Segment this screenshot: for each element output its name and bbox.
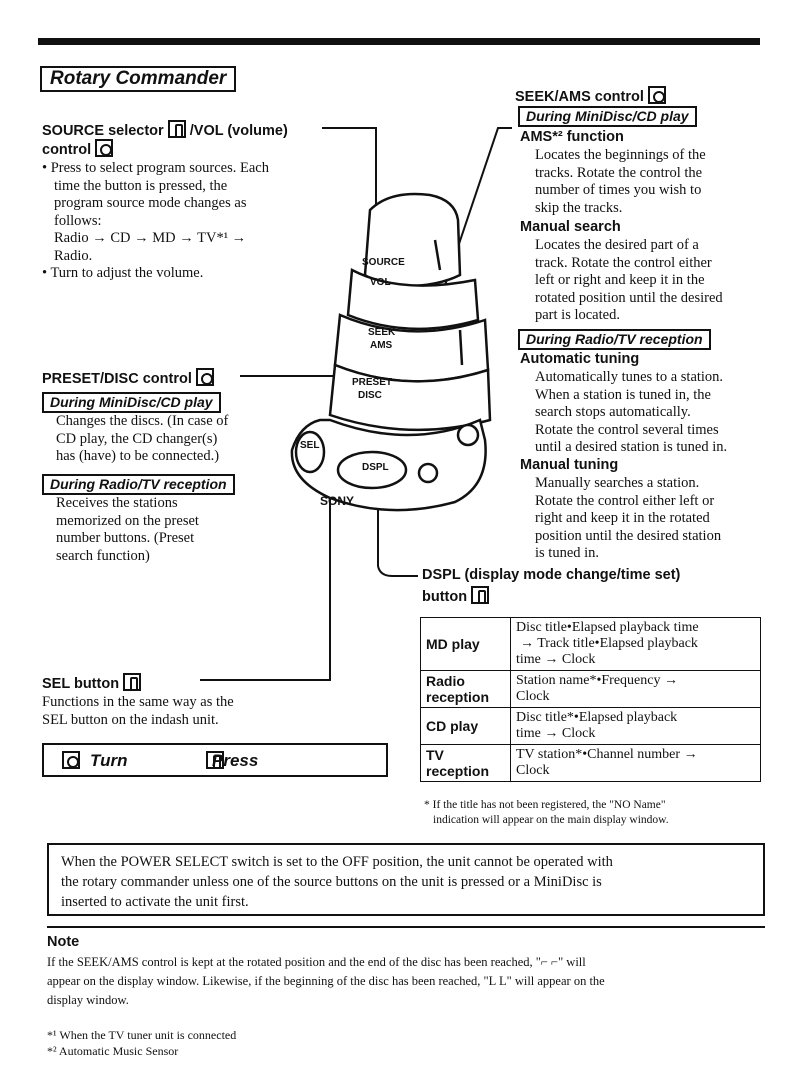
legend-press-label: Press <box>212 751 259 770</box>
manual-search-description: Locates the desired part of a track. Rotate the control either left or right and keep it in the rotated position until the desired part is located. <box>535 237 723 323</box>
table-row <box>421 618 761 671</box>
page-title: Rotary Commander <box>40 66 236 92</box>
mode-cell: Radio reception <box>421 671 511 708</box>
note-text: If the SEEK/AMS control is kept at the rotated position and the end of the disc has been reached, "⌐ ⌐" will appear on the display window. Likewise, if the beginning of the disc has been reached, "L L" will appear on the display window. <box>47 955 605 1007</box>
sequence-cell: Station name*•Frequency → Clock <box>511 671 761 708</box>
press-icon <box>168 120 186 138</box>
power-select-warning: When the POWER SELECT switch is set to the OFF position, the unit cannot be operated with the rotary commander unless one of the source buttons on the unit is pressed or a MiniDisc is inserted to activate the unit first. <box>47 843 765 916</box>
device-label-brand: SONY <box>320 494 355 508</box>
manual-search-heading: Manual search <box>520 219 621 235</box>
sel-heading: SEL button <box>42 673 141 693</box>
device-label-sel: SEL <box>300 440 320 451</box>
device-label-ams: AMS <box>370 340 393 351</box>
device-label-source: SOURCE <box>362 257 405 268</box>
table-row <box>421 708 761 745</box>
manual-tuning-description: Manually searches a station. Rotate the control either left or right and keep it in the rotated position until the desired station is tuned in. <box>535 475 722 561</box>
device-label-disc: DISC <box>358 390 382 401</box>
mode-cell: TV reception <box>421 745 511 782</box>
preset-radio-label: During Radio/TV reception <box>42 474 235 495</box>
preset-radio-description: Receives the stations memorized on the preset number buttons. (Preset search function) <box>56 495 199 564</box>
manual-tuning-heading: Manual tuning <box>520 457 619 473</box>
icon-legend <box>42 743 388 777</box>
press-icon <box>471 586 489 604</box>
ams-heading: AMS*² function <box>520 129 624 145</box>
rotary-commander-illustration <box>280 180 500 525</box>
seek-radio-label: During Radio/TV reception <box>518 329 711 350</box>
device-label-vol: VOL <box>370 277 391 288</box>
divider <box>47 926 765 928</box>
preset-md-description: Changes the discs. (In case of CD play, the CD changer(s) has (have) to be connected.) <box>56 413 229 464</box>
device-label-dspl: DSPL <box>362 462 389 473</box>
sequence-cell: Disc title*•Elapsed playback time → Clock <box>511 708 761 745</box>
press-icon <box>123 673 141 691</box>
preset-heading: PRESET/DISC control <box>42 368 214 388</box>
device-label-seek: SEEK <box>368 327 396 338</box>
turn-icon <box>95 139 113 157</box>
mode-cell: MD play <box>421 618 511 671</box>
source-heading: SOURCE selector /VOL (volume) <box>42 120 322 140</box>
preset-md-label: During MiniDisc/CD play <box>42 392 221 413</box>
auto-tuning-description: Automatically tunes to a station. When a station is tuned in, the search stops automatically. Rotate the control several times until a desired station is tuned in. <box>535 369 728 455</box>
auto-tuning-heading: Automatic tuning <box>520 351 640 367</box>
table-row <box>421 745 761 782</box>
seek-heading: SEEK/AMS control <box>515 86 666 106</box>
ams-description: Locates the beginnings of the tracks. Rotate the control the number of times you wish to skip the tracks. <box>535 147 706 216</box>
turn-icon <box>648 86 666 104</box>
seek-md-label: During MiniDisc/CD play <box>518 106 697 127</box>
sel-description: Functions in the same way as the SEL button on the indash unit. <box>42 694 234 728</box>
device-label-preset: PRESET <box>352 377 393 388</box>
top-rule <box>38 38 760 45</box>
source-description: • Press to select program sources. Each time the button is pressed, the program source mode changes as follows: Radio → CD → MD → TV*¹ → Radio. • Turn to adjust the volume. <box>42 160 269 281</box>
note-heading: Note <box>47 934 80 950</box>
source-heading-end: control <box>42 139 113 159</box>
table-row <box>421 671 761 708</box>
dspl-heading: DSPL (display mode change/time set) <box>422 567 681 583</box>
legend-turn-label: Turn <box>90 751 128 770</box>
sequence-cell: TV station*•Channel number → Clock <box>511 745 761 782</box>
footnotes: *¹ When the TV tuner unit is connected *² Automatic Music Sensor <box>47 1028 237 1058</box>
mode-cell: CD play <box>421 708 511 745</box>
table-footnote: * If the title has not been registered, the "NO Name" indication will appear on the main display window. <box>424 799 669 826</box>
turn-icon <box>62 751 80 769</box>
turn-icon <box>196 368 214 386</box>
sequence-cell: Disc title•Elapsed playback time → Track title•Elapsed playback time → Clock <box>511 618 761 671</box>
dspl-heading-line2: button <box>422 586 489 606</box>
display-modes-table <box>420 617 761 782</box>
